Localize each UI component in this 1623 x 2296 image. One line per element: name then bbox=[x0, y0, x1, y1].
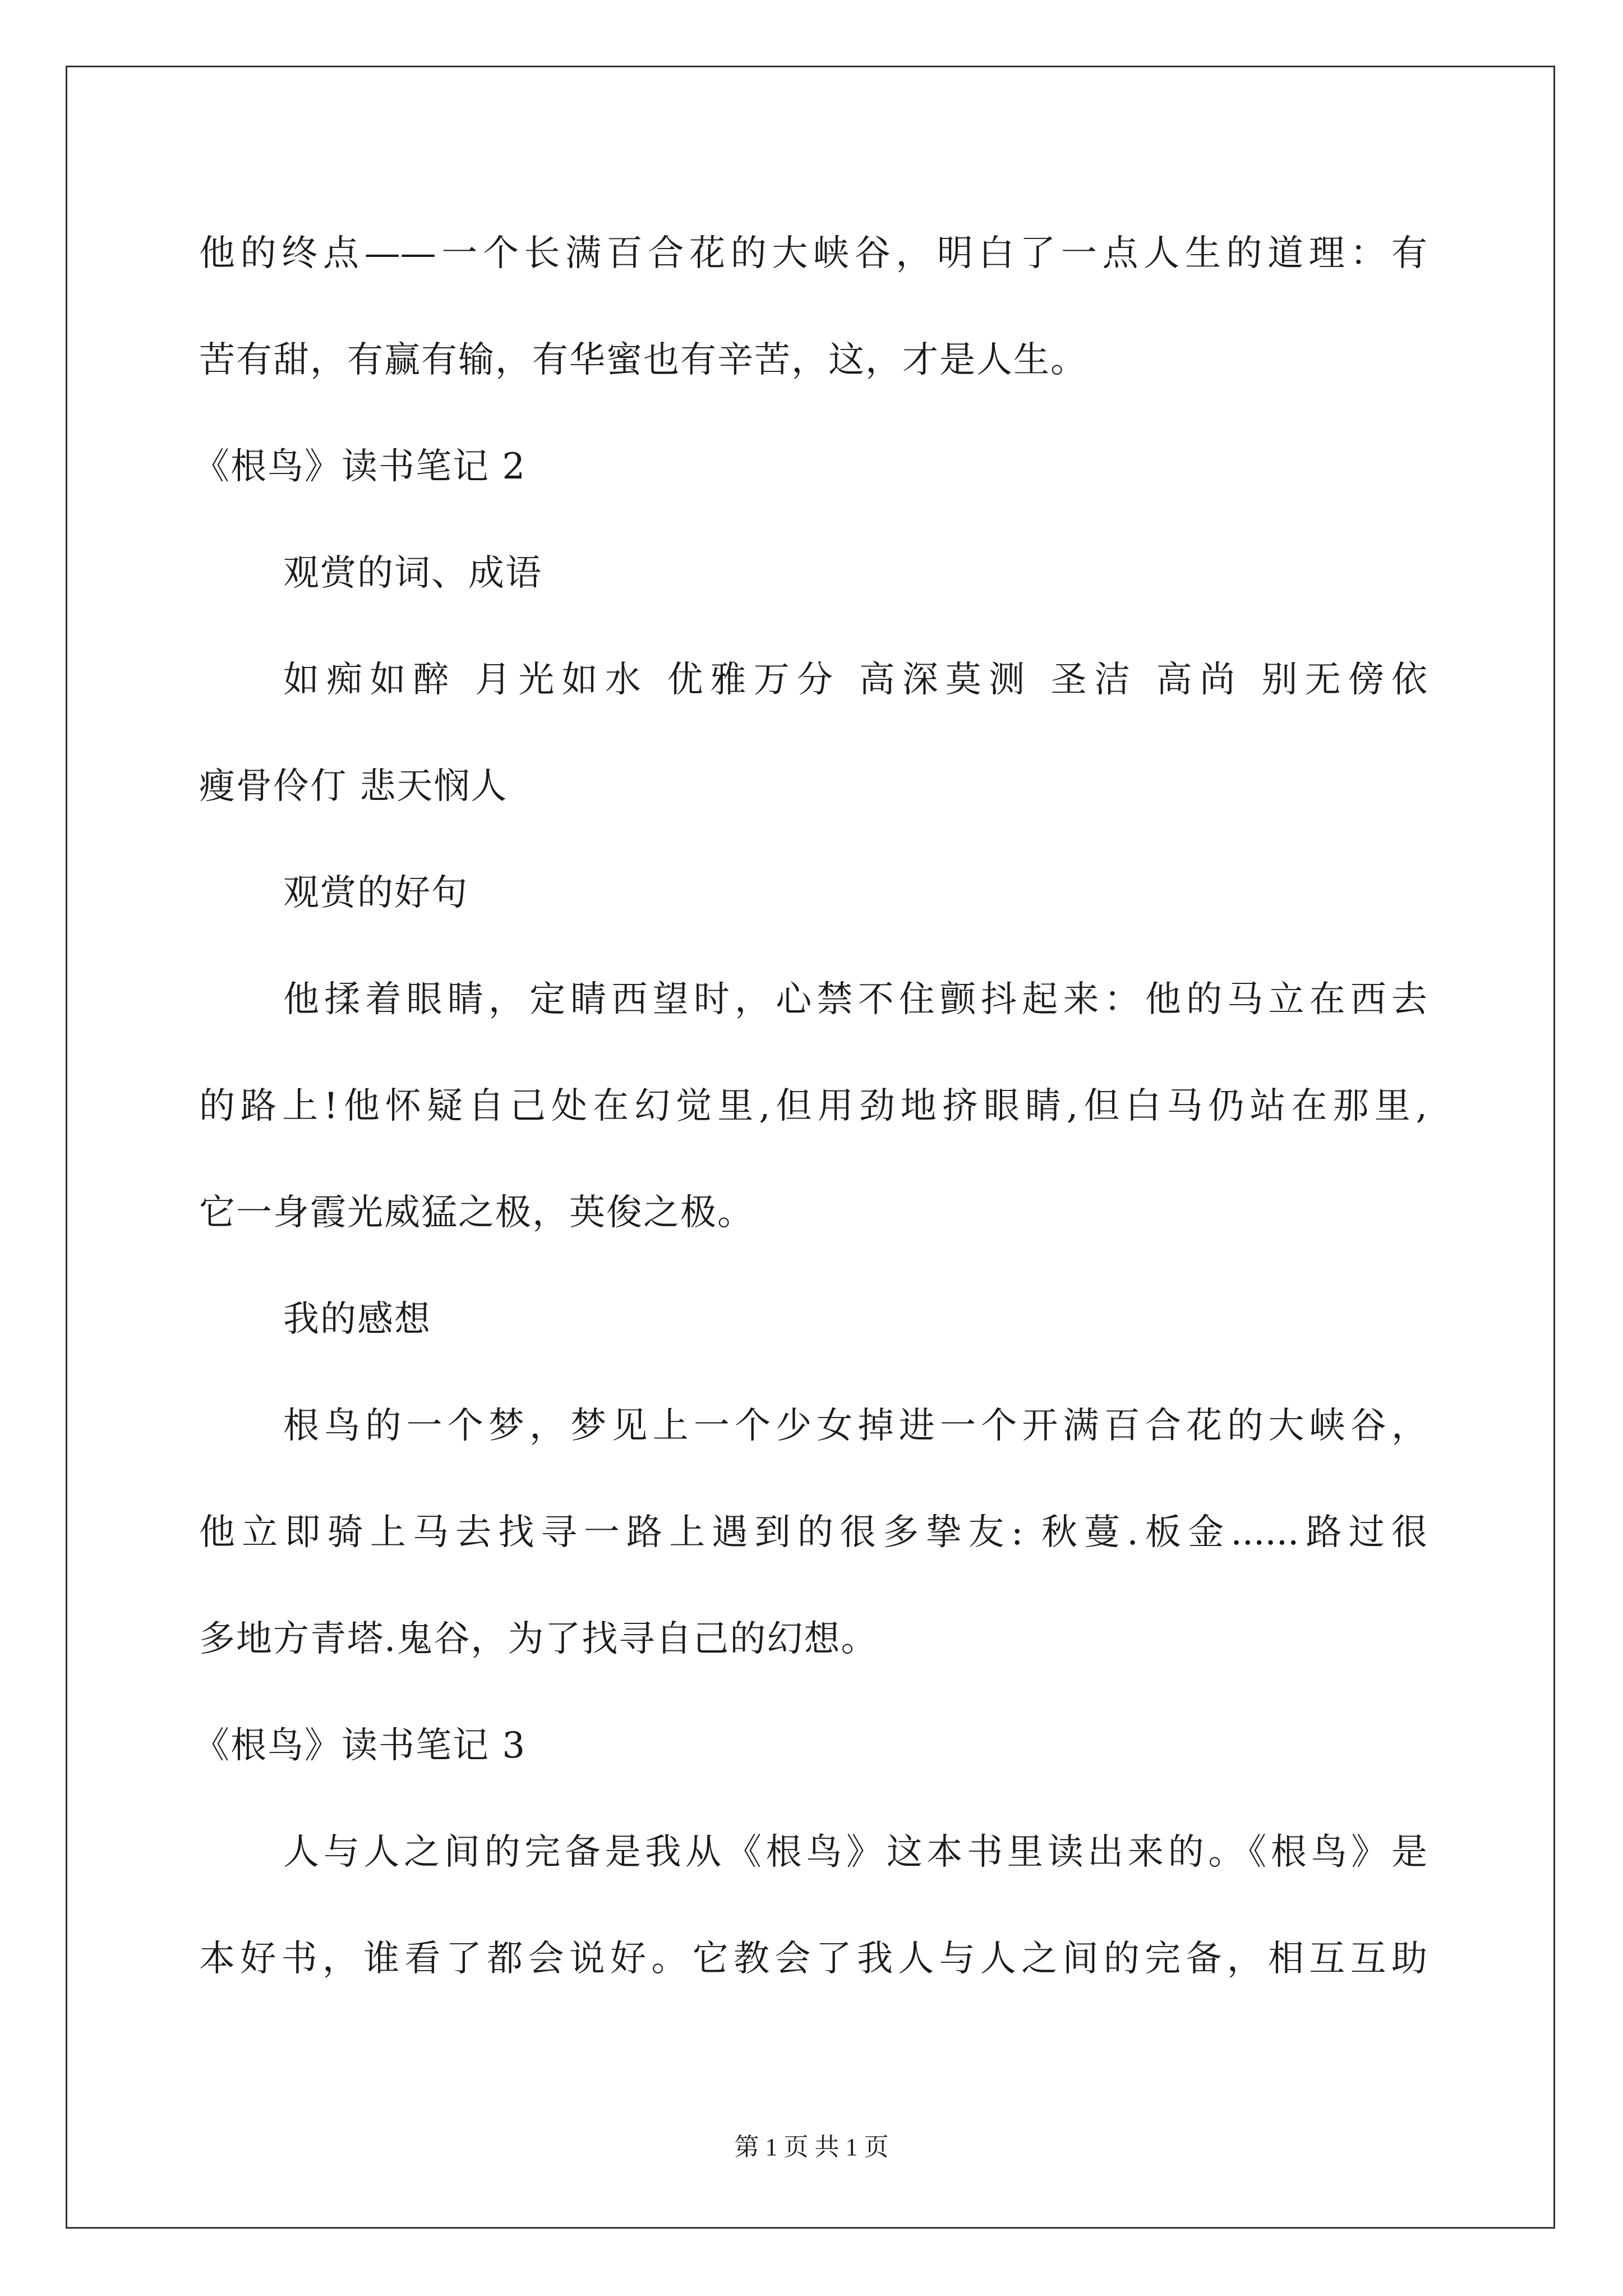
paragraph-line: 苦有甜，有赢有输，有华蜜也有辛苦，这，才是人生。 bbox=[199, 339, 1087, 381]
paragraph-line: 他的终点——一个长满百合花的大峡谷，明白了一点人生的道理：有 bbox=[199, 233, 1427, 274]
subheading-thoughts: 我的感想 bbox=[283, 1299, 431, 1340]
section-heading-3: 《根鸟》读书笔记 3 bbox=[193, 1725, 527, 1766]
paragraph-line: 的路上!他怀疑自己处在幻觉里,但用劲地挤眼睛,但白马仍站在那里, bbox=[199, 1085, 1427, 1127]
paragraph-line: 人与人之间的完备是我从《根鸟》这本书里读出来的。《根鸟》是 bbox=[283, 1832, 1427, 1873]
paragraph-line: 根鸟的一个梦，梦见上一个少女掉进一个开满百合花的大峡谷， bbox=[283, 1405, 1427, 1447]
paragraph-line: 本好书，谁看了都会说好。它教会了我人与人之间的完备，相互互助 bbox=[199, 1938, 1427, 1980]
paragraph-line: 他揉着眼睛，定睛西望时，心禁不住颤抖起来：他的马立在西去 bbox=[283, 979, 1427, 1020]
section-heading-2: 《根鸟》读书笔记 2 bbox=[193, 446, 527, 487]
subheading-words: 观赏的词、成语 bbox=[283, 553, 542, 594]
paragraph-line: 多地方青塔.鬼谷，为了找寻自己的幻想。 bbox=[199, 1618, 878, 1660]
page-footer: 第 1 页 共 1 页 bbox=[734, 2133, 889, 2161]
paragraph-line: 瘦骨伶仃 悲天悯人 bbox=[199, 766, 508, 807]
paragraph-line: 他立即骑上马去找寻一路上遇到的很多挚友: 秋蔓.板金......路过很 bbox=[199, 1512, 1427, 1553]
page-border bbox=[66, 66, 1555, 2229]
paragraph-line: 它一身霞光威猛之极，英俊之极。 bbox=[199, 1192, 754, 1234]
paragraph-line: 如痴如醉 月光如水 优雅万分 高深莫测 圣洁 高尚 别无傍依 bbox=[283, 659, 1427, 701]
subheading-sentences: 观赏的好句 bbox=[283, 872, 468, 914]
